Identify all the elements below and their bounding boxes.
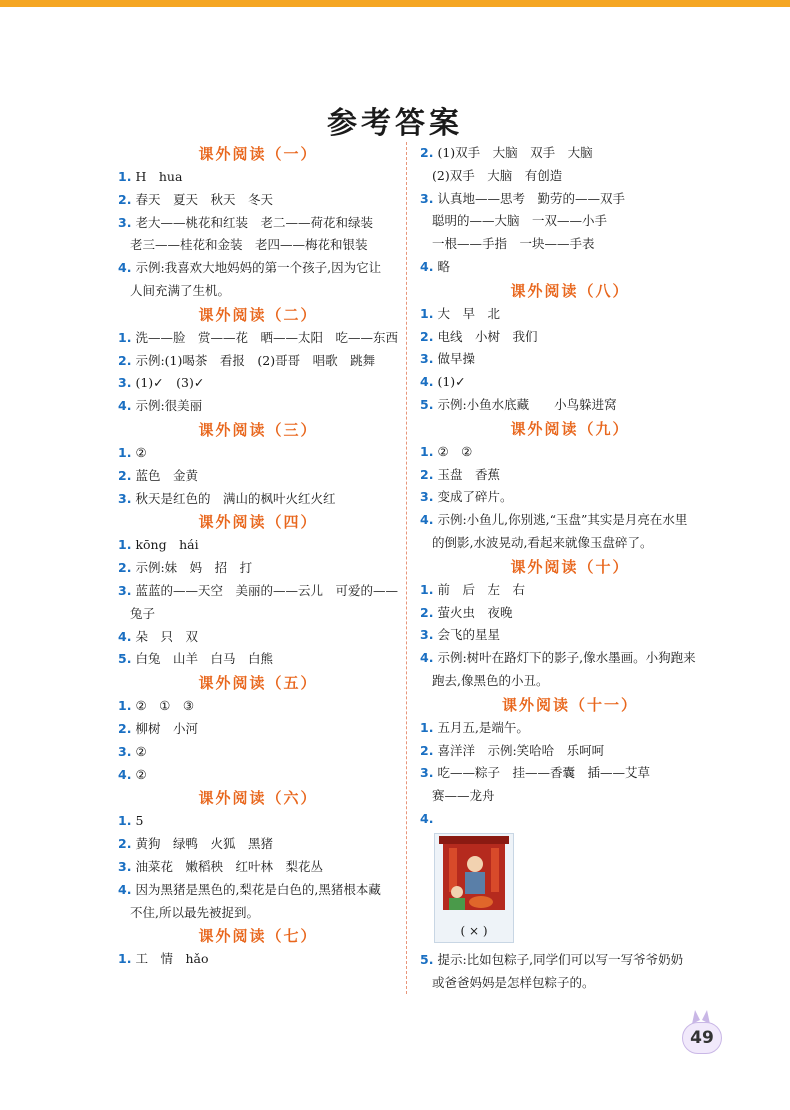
answer-line bbox=[118, 718, 398, 741]
answer-line bbox=[420, 762, 720, 785]
question-number: 4. bbox=[420, 650, 434, 666]
answer-line bbox=[420, 371, 720, 394]
answer-text: 五月五,是端午。 bbox=[437, 719, 529, 735]
answer-text: 前 后 左 右 bbox=[437, 581, 525, 597]
question-number: 2. bbox=[420, 604, 434, 620]
answer-text: 提示:比如包粽子,同学们可以写一写爷爷奶奶 bbox=[437, 951, 684, 967]
page-number: 49 bbox=[682, 1022, 722, 1054]
answer-line bbox=[118, 465, 398, 488]
illustration-caption: ( × ) bbox=[460, 923, 488, 938]
question-number: 3. bbox=[420, 489, 434, 505]
answer-text: 赛——龙舟 bbox=[432, 788, 495, 804]
illustration-icon bbox=[435, 834, 513, 914]
answer-line bbox=[118, 764, 398, 787]
answer-line bbox=[420, 210, 720, 233]
top-accent-bar bbox=[0, 0, 790, 7]
answer-text: 做早操 bbox=[437, 351, 475, 367]
answer-line bbox=[420, 624, 720, 647]
answer-line bbox=[118, 626, 398, 649]
question-number: 2. bbox=[118, 352, 132, 368]
answer-line bbox=[118, 580, 398, 603]
answer-line bbox=[118, 856, 398, 879]
question-number: 3. bbox=[420, 351, 434, 367]
question-number: 1. bbox=[118, 169, 132, 184]
question-number: 1. bbox=[118, 951, 132, 967]
question-number: 3. bbox=[118, 582, 132, 598]
answer-line bbox=[420, 647, 720, 670]
answer-text: 黄狗 绿鸭 火狐 黑猪 bbox=[135, 836, 273, 852]
answer-line bbox=[420, 394, 720, 417]
answer-text: ② bbox=[135, 766, 147, 782]
answer-line bbox=[118, 810, 398, 833]
answer-line bbox=[420, 579, 720, 602]
question-number: 4. bbox=[118, 398, 132, 414]
answer-text: kōng hái bbox=[135, 537, 199, 553]
answer-line bbox=[118, 902, 398, 925]
answer-text: ② ① ③ bbox=[135, 698, 195, 714]
answer-line bbox=[118, 189, 398, 212]
question-number: 1. bbox=[118, 537, 132, 553]
dragon-boat-festival-illustration bbox=[434, 833, 514, 943]
answer-line bbox=[420, 142, 720, 165]
left-column bbox=[118, 142, 398, 971]
answer-line bbox=[420, 486, 720, 509]
section-title: 课外阅读（四） bbox=[198, 513, 318, 532]
question-number: 1. bbox=[118, 444, 132, 460]
page-title: 参考答案 bbox=[327, 106, 463, 141]
answer-text: 萤火虫 夜晚 bbox=[437, 604, 513, 620]
question-number: 1. bbox=[420, 305, 434, 321]
answer-text: 朵 只 双 bbox=[135, 628, 198, 644]
question-number: 4. bbox=[420, 374, 434, 390]
answer-text: 老三——桂花和金装 老四——梅花和银装 bbox=[130, 237, 368, 253]
question-number: 2. bbox=[118, 191, 132, 207]
question-number: 3. bbox=[420, 627, 434, 643]
answer-text: 示例:妹 妈 招 打 bbox=[135, 560, 253, 576]
answer-text: (1)双手 大脑 双手 大脑 bbox=[437, 145, 593, 160]
answer-text: 略 bbox=[437, 258, 450, 274]
answer-text: 大 早 北 bbox=[437, 305, 500, 321]
answer-text: 跑去,像黑色的小丑。 bbox=[432, 672, 549, 688]
question-number: 4. bbox=[420, 512, 434, 528]
question-number: 2. bbox=[420, 742, 434, 758]
section-title: 课外阅读（六） bbox=[198, 789, 318, 808]
answer-line bbox=[420, 188, 720, 211]
answer-line bbox=[118, 212, 398, 235]
answer-text: 电线 小树 我们 bbox=[437, 328, 538, 344]
section-title: 课外阅读（五） bbox=[198, 674, 318, 693]
question-number: 4. bbox=[118, 766, 132, 782]
question-number: 2. bbox=[420, 466, 434, 482]
answer-line bbox=[420, 972, 720, 995]
answer-text: 一根——手指 一块——手表 bbox=[432, 236, 595, 252]
column-divider bbox=[406, 142, 407, 994]
answer-text: 工 情 hǎo bbox=[135, 951, 209, 967]
question-number: 1. bbox=[420, 719, 434, 735]
answer-text: 吃——粽子 挂——香囊 插——艾草 bbox=[437, 765, 650, 781]
answer-line bbox=[118, 327, 398, 350]
answer-line bbox=[118, 741, 398, 764]
question-number: 3. bbox=[118, 214, 132, 230]
question-number: 5. bbox=[420, 396, 434, 412]
answer-line bbox=[420, 808, 720, 831]
section-title: 课外阅读（十一） bbox=[501, 695, 638, 714]
question-number: 2. bbox=[118, 467, 132, 483]
answer-text: 不住,所以最先被捉到。 bbox=[130, 904, 259, 920]
question-number: 4. bbox=[118, 628, 132, 644]
answer-line bbox=[118, 257, 398, 280]
answer-text: 示例:小鱼水底藏 小鸟躲进窝 bbox=[437, 396, 617, 412]
question-number: 2. bbox=[118, 836, 132, 852]
answer-text: 老大——桃花和红装 老二——荷花和绿装 bbox=[135, 214, 373, 230]
answer-line bbox=[420, 670, 720, 693]
question-number: 3. bbox=[118, 490, 132, 506]
question-number: 3. bbox=[118, 743, 132, 759]
question-number: 3. bbox=[118, 858, 132, 874]
answer-text: 春天 夏天 秋天 冬天 bbox=[135, 191, 273, 207]
question-number: 2. bbox=[420, 145, 434, 160]
answer-line bbox=[118, 648, 398, 671]
answer-text: 油菜花 嫩稻秧 红叶林 梨花丛 bbox=[135, 858, 323, 874]
answer-line bbox=[420, 326, 720, 349]
section-title: 课外阅读（七） bbox=[198, 927, 318, 946]
answer-line bbox=[420, 303, 720, 326]
answer-line bbox=[118, 603, 398, 626]
answer-text: 5 bbox=[135, 813, 144, 829]
answer-line bbox=[118, 280, 398, 303]
illustration-wrap bbox=[420, 833, 720, 943]
answer-text: H hua bbox=[135, 169, 183, 184]
answer-line bbox=[118, 442, 398, 465]
question-number: 2. bbox=[118, 720, 132, 736]
answer-line bbox=[420, 509, 720, 532]
answer-line bbox=[420, 740, 720, 763]
answer-line bbox=[118, 350, 398, 373]
answer-line bbox=[118, 395, 398, 418]
answer-line bbox=[420, 441, 720, 464]
question-number: 4. bbox=[118, 260, 132, 276]
section-title: 课外阅读（二） bbox=[198, 305, 318, 324]
answer-text: 柳树 小河 bbox=[135, 720, 198, 736]
answer-text: 聪明的——大脑 一双——小手 bbox=[432, 213, 608, 229]
answer-line bbox=[420, 602, 720, 625]
question-number: 2. bbox=[420, 328, 434, 344]
answer-text: 变成了碎片。 bbox=[437, 489, 513, 505]
question-number: 3. bbox=[118, 375, 132, 391]
answer-text: 兔子 bbox=[130, 605, 156, 621]
answer-text: 示例:(1)喝茶 看报 (2)哥哥 唱歌 跳舞 bbox=[135, 352, 376, 368]
answer-text: 因为黑猪是黑色的,梨花是白色的,黑猪根本藏 bbox=[135, 881, 381, 897]
answer-text: 人间充满了生机。 bbox=[130, 282, 231, 298]
answer-line bbox=[118, 948, 398, 971]
section-title: 课外阅读（十） bbox=[510, 557, 630, 576]
question-number: 2. bbox=[118, 560, 132, 576]
answer-line bbox=[118, 166, 398, 189]
answer-line bbox=[118, 695, 398, 718]
question-number: 1. bbox=[118, 698, 132, 714]
answer-line bbox=[420, 348, 720, 371]
answer-text: 白兔 山羊 白马 白熊 bbox=[135, 651, 273, 667]
answer-line bbox=[118, 234, 398, 257]
answer-line bbox=[118, 833, 398, 856]
answer-text: ② bbox=[135, 743, 147, 759]
answer-text: 会飞的星星 bbox=[437, 627, 500, 643]
answer-text: 喜洋洋 示例:笑哈哈 乐呵呵 bbox=[437, 742, 605, 758]
answer-line bbox=[420, 532, 720, 555]
question-number: 4. bbox=[118, 881, 132, 897]
answer-line bbox=[420, 717, 720, 740]
question-number: 3. bbox=[420, 765, 434, 781]
answer-text: (1)✓ bbox=[437, 374, 466, 390]
right-column bbox=[420, 142, 720, 994]
question-number: 5. bbox=[420, 951, 434, 967]
answer-text: 示例:树叶在路灯下的影子,像水墨画。小狗跑来 bbox=[437, 650, 696, 666]
answer-line bbox=[118, 372, 398, 395]
answer-line bbox=[420, 165, 720, 188]
question-number: 1. bbox=[420, 581, 434, 597]
question-number: 4. bbox=[420, 810, 434, 826]
answer-text: ② ② bbox=[437, 443, 473, 459]
answer-text: (2)双手 大脑 有创造 bbox=[432, 167, 563, 183]
answer-text: 示例:我喜欢大地妈妈的第一个孩子,因为它让 bbox=[135, 260, 382, 276]
question-number: 1. bbox=[118, 329, 132, 345]
answer-text: 蓝色 金黄 bbox=[135, 467, 198, 483]
answer-text: 或爸爸妈妈是怎样包粽子的。 bbox=[432, 974, 595, 990]
question-number: 3. bbox=[420, 190, 434, 206]
answer-text: 认真地——思考 勤劳的——双手 bbox=[437, 190, 625, 206]
section-title: 课外阅读（九） bbox=[510, 419, 630, 438]
question-number: 1. bbox=[118, 813, 132, 829]
answer-line bbox=[118, 879, 398, 902]
answer-text: ② bbox=[135, 444, 147, 460]
section-title: 课外阅读（八） bbox=[510, 281, 630, 300]
answer-text: 蓝蓝的——天空 美丽的——云儿 可爱的—— bbox=[135, 582, 398, 598]
answer-text: 示例:小鱼儿,你别逃,“玉盘”其实是月亮在水里 bbox=[437, 512, 688, 528]
answer-line bbox=[118, 557, 398, 580]
question-number: 4. bbox=[420, 258, 434, 274]
section-title: 课外阅读（三） bbox=[198, 420, 318, 439]
answer-text: 的倒影,水波晃动,看起来就像玉盘碎了。 bbox=[432, 534, 653, 550]
answer-text: 玉盘 香蕉 bbox=[437, 466, 500, 482]
answer-line bbox=[420, 464, 720, 487]
answer-text: (1)✓ (3)✓ bbox=[135, 375, 205, 391]
answer-text: 秋天是红色的 满山的枫叶火红火红 bbox=[135, 490, 336, 506]
answer-line bbox=[118, 534, 398, 557]
answer-line bbox=[118, 488, 398, 511]
answer-line bbox=[420, 785, 720, 808]
section-title: 课外阅读（一） bbox=[198, 145, 318, 163]
answer-text: 洗——脸 赏——花 晒——太阳 吃——东西 bbox=[135, 329, 398, 345]
question-number: 5. bbox=[118, 651, 132, 667]
answer-line bbox=[420, 256, 720, 279]
question-number: 1. bbox=[420, 443, 434, 459]
answer-line bbox=[420, 949, 720, 972]
answer-line bbox=[420, 233, 720, 256]
answer-text: 示例:很美丽 bbox=[135, 398, 203, 414]
